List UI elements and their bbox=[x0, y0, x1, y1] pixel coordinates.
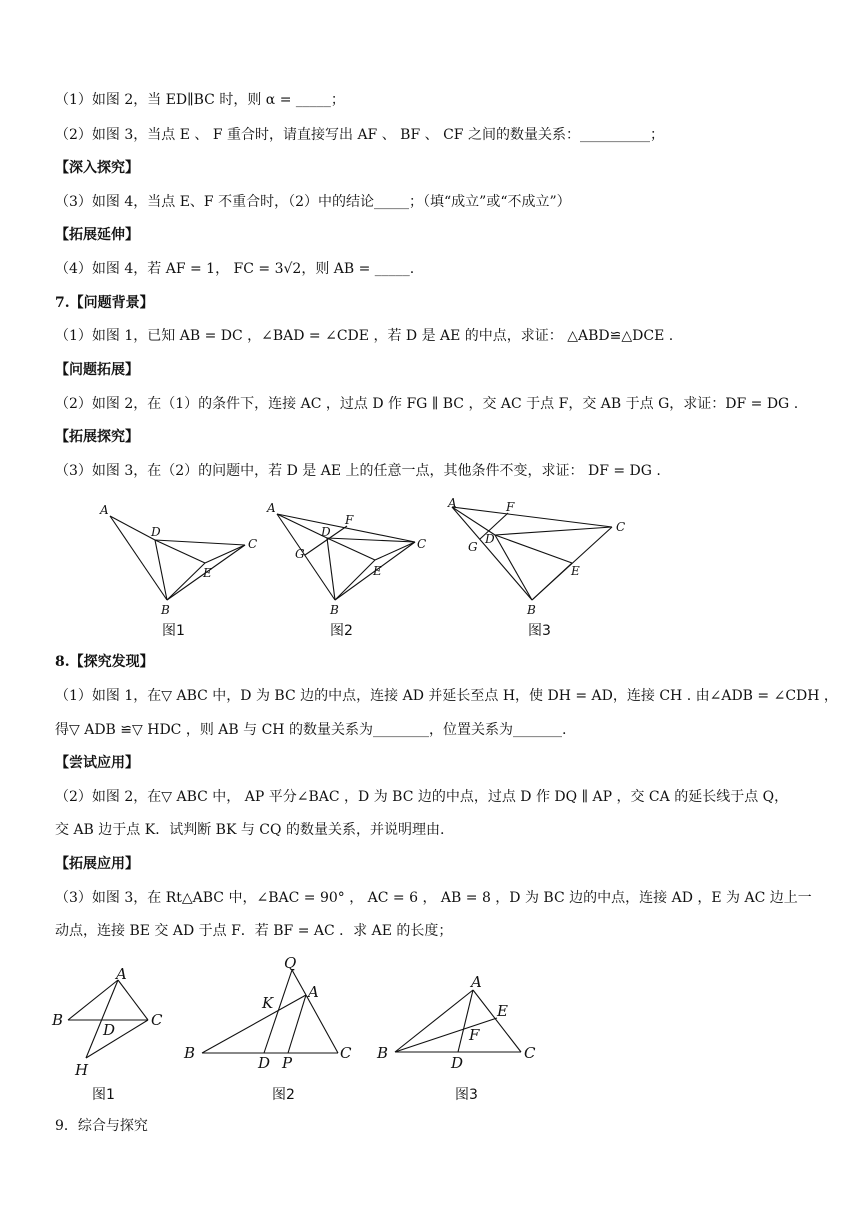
label-c: C bbox=[417, 537, 427, 551]
label-c: C bbox=[151, 1011, 163, 1029]
label-a: A bbox=[448, 496, 457, 510]
label-a: A bbox=[100, 503, 109, 517]
label-f: F bbox=[469, 1026, 480, 1044]
label-a: A bbox=[116, 965, 127, 983]
section-heading-problem-extension: 【问题拓展】 bbox=[55, 362, 139, 378]
label-c: C bbox=[340, 1044, 352, 1062]
label-q: Q bbox=[284, 954, 297, 972]
label-e: E bbox=[497, 1002, 508, 1020]
q8-figure-1-caption: 图1 bbox=[92, 1087, 115, 1103]
q8-part2-line2: 交 AB 边于点 K．试判断 BK 与 CQ 的数量关系，并说明理由. bbox=[55, 822, 445, 838]
label-p: P bbox=[282, 1054, 293, 1072]
q7-figure-3-caption: 图3 bbox=[528, 623, 551, 639]
label-d: D bbox=[151, 525, 161, 539]
q7-figure-1-caption: 图1 bbox=[162, 623, 185, 639]
q9-title: 9．综合与探究 bbox=[55, 1118, 148, 1134]
label-a: A bbox=[267, 501, 276, 515]
q8-title: 8.【探究发现】 bbox=[55, 654, 154, 670]
label-f: F bbox=[345, 513, 354, 527]
label-c: C bbox=[524, 1044, 536, 1062]
q8-part3-line2: 动点，连接 BE 交 AD 于点 F．若 BF = AC ．求 AE 的长度； bbox=[55, 923, 453, 939]
q6-part3: （3）如图 4，当点 E、F 不重合时，（2）中的结论_____；（填“成立”或“不成立”） bbox=[55, 194, 571, 210]
label-c: C bbox=[248, 537, 258, 551]
q7-part2: （2）如图 2，在（1）的条件下，连接 AC ，过点 D 作 FG ∥ BC ，交 AC 于点 F，交 AB 于点 G，求证：DF = DG . bbox=[55, 396, 799, 412]
q8-part2-line1: （2）如图 2，在▽ ABC 中， AP 平分∠BAC ，D 为 BC 边的中点，过点 D 作 DQ ∥ AP ，交 CA 的延长线于点 Q， bbox=[55, 789, 789, 805]
label-a: A bbox=[308, 983, 319, 1001]
q8-figure-2-caption: 图2 bbox=[272, 1087, 295, 1103]
q8-part3-line1: （3）如图 3，在 Rt△ABC 中，∠BAC = 90° ， AC = 6 ， AB = 8 ，D 为 BC 边的中点，连接 AD ，E 为 AC 边上一 bbox=[55, 890, 812, 906]
label-e: E bbox=[373, 564, 382, 578]
q7-figure-1 bbox=[95, 500, 265, 617]
label-b: B bbox=[377, 1044, 389, 1062]
section-heading-extension: 【拓展延伸】 bbox=[55, 227, 139, 243]
label-d: D bbox=[258, 1054, 271, 1072]
q7-figure-3 bbox=[440, 495, 640, 619]
q8-figure-1 bbox=[48, 962, 178, 1086]
q7-figure-2-caption: 图2 bbox=[330, 623, 353, 639]
q7-part3: （3）如图 3，在（2）的问题中，若 D 是 AE 上的任意一点，其他条件不变，求证： DF = DG . bbox=[55, 463, 661, 479]
q7-figure-2 bbox=[265, 500, 445, 617]
label-d: D bbox=[451, 1054, 464, 1072]
q7-part1: （1）如图 1，已知 AB = DC ，∠BAD = ∠CDE ，若 D 是 AE 的中点，求证： △ABD≌△DCE . bbox=[55, 328, 674, 344]
label-b: B bbox=[184, 1044, 196, 1062]
q7-title: 7.【问题背景】 bbox=[55, 295, 154, 311]
label-h: H bbox=[75, 1061, 89, 1079]
q8-figure-3-caption: 图3 bbox=[455, 1087, 478, 1103]
label-d: D bbox=[321, 525, 331, 539]
section-heading-extended-apply: 【拓展应用】 bbox=[55, 856, 139, 872]
label-d: D bbox=[485, 532, 495, 546]
label-a: A bbox=[471, 973, 482, 991]
label-k: K bbox=[262, 994, 274, 1012]
label-g: G bbox=[295, 547, 305, 561]
label-g: G bbox=[468, 540, 478, 554]
label-c: C bbox=[616, 520, 626, 534]
label-d: D bbox=[103, 1021, 116, 1039]
label-b: B bbox=[161, 603, 170, 617]
q6-part1: （1）如图 2，当 ED∥BC 时，则 α = _____； bbox=[55, 92, 345, 108]
label-b: B bbox=[330, 603, 339, 617]
q6-part4: （4）如图 4，若 AF = 1， FC = 3√2，则 AB = _____. bbox=[55, 261, 415, 277]
section-heading-deep-explore: 【深入探究】 bbox=[55, 160, 139, 176]
q6-part2: （2）如图 3，当点 E 、 F 重合时，请直接写出 AF 、 BF 、 CF 之间的数量关系：__________； bbox=[55, 127, 664, 143]
label-b: B bbox=[527, 603, 536, 617]
q8-figure-3 bbox=[375, 962, 555, 1076]
q8-part1-line2: 得▽ ADB ≌▽ HDC ，则 AB 与 CH 的数量关系为________，位置关系为_______. bbox=[55, 722, 567, 738]
q8-part1-line1: （1）如图 1，在▽ ABC 中，D 为 BC 边的中点，连接 AD 并延长至点 H，使 DH = AD，连接 CH . 由∠ADB = ∠CDH ， bbox=[55, 688, 838, 704]
label-f: F bbox=[506, 500, 515, 514]
label-e: E bbox=[203, 566, 212, 580]
label-b: B bbox=[52, 1011, 64, 1029]
section-heading-try-apply: 【尝试应用】 bbox=[55, 755, 139, 771]
label-e: E bbox=[571, 564, 580, 578]
section-heading-extended-explore: 【拓展探究】 bbox=[55, 429, 139, 445]
q8-figure-2 bbox=[180, 950, 360, 1074]
